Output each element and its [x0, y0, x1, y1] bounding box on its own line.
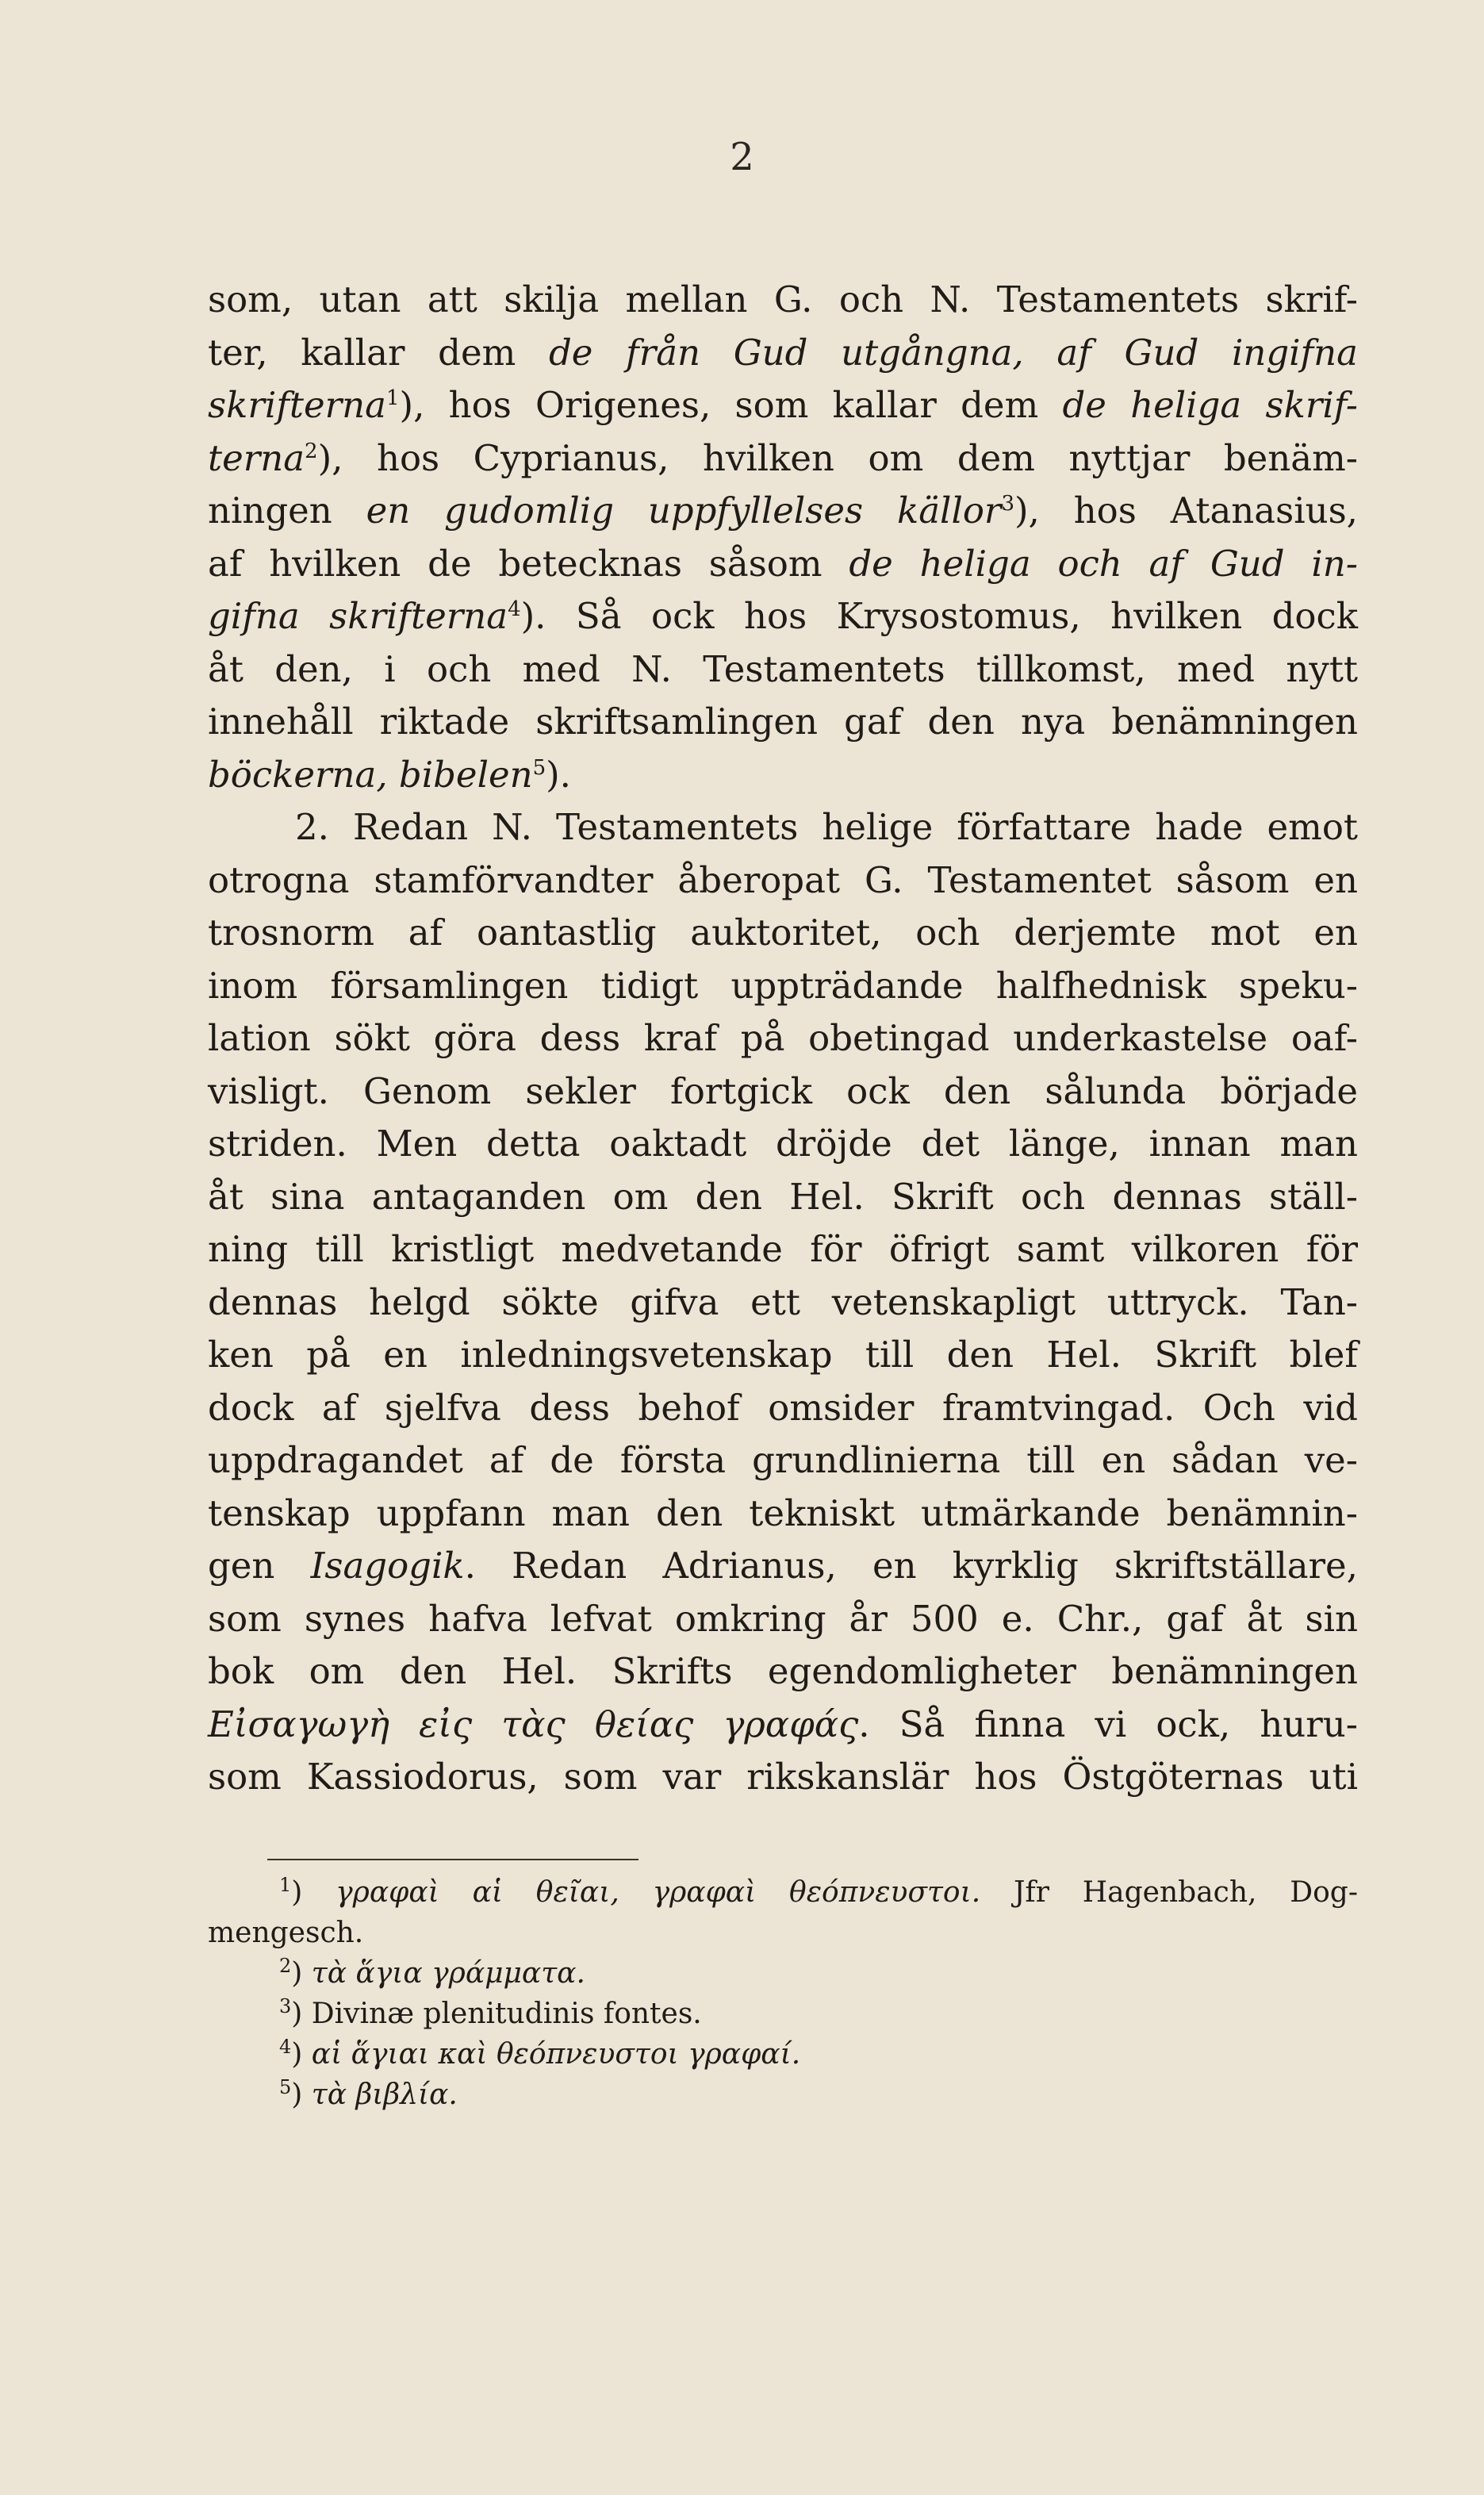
body-line: som Kassiodorus, som var rikskanslär hos Östgöternas uti — [208, 1756, 1358, 1798]
body-line: lation sökt göra dess kraf på obetingad underkastelse oaf- — [208, 1017, 1358, 1059]
footnote-ref: 3 — [1001, 492, 1014, 516]
footnote-line: $^5$) τὰ βιβλία. — [279, 2076, 458, 2111]
footnotes — [208, 1872, 1358, 2115]
body-line: innehåll riktade skriftsamlingen gaf den nya benämningen — [208, 701, 1358, 743]
body-line: tenskap uppfann man den tekniskt utmärkande benämnin- — [208, 1491, 1358, 1534]
italic-text: τὰ ἅγια γράμματα. — [311, 1957, 585, 1990]
body-line: uppdragandet af de första grundlinierna till en sådan ve- — [208, 1439, 1358, 1481]
footnote-number: 1 — [279, 1874, 292, 1896]
body-line: ningen en gudomlig uppfyllelses källor$^3$), hos Atanasius, — [208, 489, 1358, 532]
body-line: ken på en inledningsvetenskap till den Hel. Skrift blef — [208, 1334, 1358, 1376]
footnote-number: 2 — [279, 1955, 292, 1977]
body-line: trosnorm af oantastlig auktoritet, och derjemte mot en — [208, 912, 1358, 954]
body-line: af hvilken de betecknas såsom de heliga och af Gud in- — [208, 542, 1358, 585]
italic-text: de från Gud utgångna, af Gud ingifna — [548, 331, 1358, 374]
footnote-ref: 2 — [305, 439, 318, 463]
footnote-rule — [267, 1859, 638, 1860]
footnote-ref: 1 — [385, 386, 400, 410]
italic-text: terna — [208, 436, 305, 479]
body-line: gen Isagogik. Redan Adrianus, en kyrklig skriftställare, — [208, 1545, 1358, 1587]
italic-text: en gudomlig uppfyllelses källor — [366, 489, 1002, 532]
body-line: inom församlingen tidigt uppträdande halfhednisk speku- — [208, 964, 1358, 1007]
body-line: åt den, i och med N. Testamentets tillkomst, med nytt — [208, 647, 1358, 690]
body-line: dennas helgd sökte gifva ett vetenskapligt uttryck. Tan- — [208, 1280, 1358, 1323]
body-line: bok om den Hel. Skrifts egendomligheter benämningen — [208, 1650, 1358, 1692]
italic-text: τὰ βιβλία. — [311, 2079, 458, 2111]
italic-text: γραφαὶ αἱ θεῖαι, γραφαὶ θεόπνευστοι. — [336, 1876, 981, 1909]
body-line: skrifterna$^1$), hos Origenes, som kallar dem de heliga skrif- — [208, 384, 1358, 426]
body-line: som synes hafva lefvat omkring år 500 e. Chr., gaf åt sin — [208, 1597, 1358, 1640]
italic-text: Isagogik — [310, 1545, 465, 1587]
body-line: ning till kristligt medvetande för öfrigt samt vilkoren för — [208, 1228, 1358, 1270]
body-line: visligt. Genom sekler fortgick ock den sålunda började — [208, 1069, 1358, 1112]
italic-text: gifna skrifterna — [208, 595, 508, 637]
body-line: otrogna stamförvandter åberopat G. Testamentet såsom en — [208, 858, 1358, 901]
body-text — [208, 274, 1358, 1804]
italic-text: αἱ ἅγιαι καὶ θεόπνευστοι γραφαί. — [311, 2038, 801, 2071]
body-line: åt sina antaganden om den Hel. Skrift och dennas ställ- — [208, 1175, 1358, 1218]
italic-text: böckerna, bibelen — [208, 753, 533, 796]
body-line: terna$^2$), hos Cyprianus, hvilken om dem nyttjar benäm- — [208, 436, 1358, 479]
italic-text: skrifterna — [208, 384, 386, 426]
body-line: Εἰσαγωγὴ εἰς τὰς θείας γραφάς. Så finna vi ock, huru- — [208, 1702, 1358, 1745]
italic-text: de heliga och af Gud in- — [849, 542, 1358, 585]
body-line: gifna skrifterna$^4$). Så ock hos Krysostomus, hvilken dock — [208, 595, 1358, 637]
footnote-number: 4 — [279, 2036, 292, 2058]
footnote-ref: 5 — [532, 755, 546, 780]
body-line: dock af sjelfva dess behof omsider framtvingad. Och vid — [208, 1386, 1358, 1429]
footnote-line: $^3$) Divinæ plenitudinis fontes. — [279, 1995, 702, 2030]
footnote-number: 3 — [279, 1995, 292, 2017]
italic-text: de heliga skrif- — [1062, 384, 1358, 426]
footnote-line: $^4$) αἱ ἅγιαι καὶ θεόπνευστοι γραφαί. — [279, 2036, 801, 2071]
footnote-number: 5 — [279, 2076, 292, 2098]
body-line: 2. Redan N. Testamentets helige författare hade emot — [295, 806, 1358, 848]
italic-text: Εἰσαγωγὴ εἰς τὰς θείας γραφάς — [208, 1702, 859, 1745]
footnote-line: $^2$) τὰ ἅγια γράμματα. — [279, 1955, 585, 1990]
body-line: striden. Men detta oaktadt dröjde det länge, innan man — [208, 1123, 1358, 1165]
body-line: ter, kallar dem de från Gud utgångna, af Gud ingifna — [208, 331, 1358, 374]
body-line: böckerna, bibelen$^5$). — [208, 753, 571, 796]
footnote-line: $^1$) γραφαὶ αἱ θεῖαι, γραφαὶ θεόπνευστοι. Jfr Hagenbach, Dog- — [279, 1874, 1358, 1909]
footnote-line: mengesch. — [208, 1917, 364, 1949]
body-line: som, utan att skilja mellan G. och N. Testamentets skrif- — [208, 278, 1358, 321]
page-number: 2 — [730, 135, 754, 179]
footnote-ref: 4 — [508, 597, 521, 621]
